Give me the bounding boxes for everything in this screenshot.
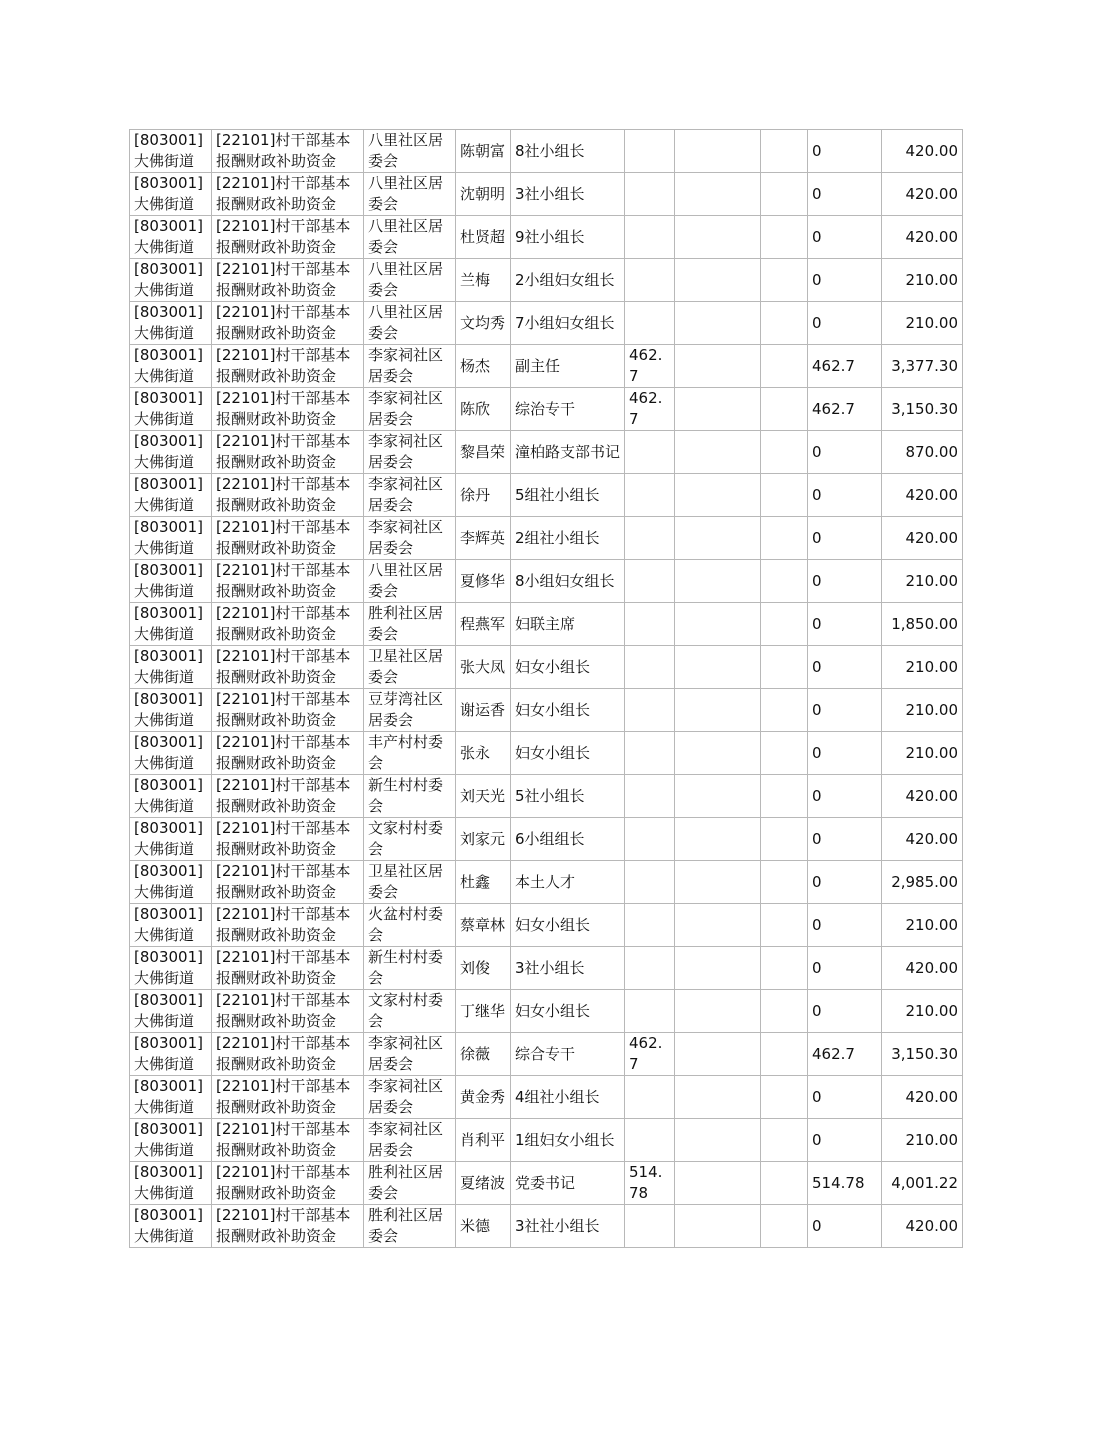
amount-a-cell (625, 646, 675, 689)
total-cell: 210.00 (882, 689, 963, 732)
total-cell: 420.00 (882, 1205, 963, 1248)
amount-a-cell (625, 861, 675, 904)
street-cell: [803001]大佛街道 (130, 1033, 212, 1076)
amount-a-cell (625, 818, 675, 861)
deduction-cell: 0 (808, 818, 882, 861)
amount-c-cell (761, 1162, 808, 1205)
fund-cell: [22101]村干部基本报酬财政补助资金 (212, 517, 364, 560)
fund-cell: [22101]村干部基本报酬财政补助资金 (212, 646, 364, 689)
amount-b-cell (675, 689, 761, 732)
street-cell: [803001]大佛街道 (130, 130, 212, 173)
name-cell: 徐丹 (456, 474, 511, 517)
position-cell: 妇女小组长 (511, 689, 625, 732)
name-cell: 兰梅 (456, 259, 511, 302)
amount-c-cell (761, 603, 808, 646)
street-cell: [803001]大佛街道 (130, 775, 212, 818)
fund-cell: [22101]村干部基本报酬财政补助资金 (212, 388, 364, 431)
amount-a-cell: 462.7 (625, 345, 675, 388)
position-cell: 党委书记 (511, 1162, 625, 1205)
committee-cell: 新生村村委会 (364, 775, 456, 818)
name-cell: 谢运香 (456, 689, 511, 732)
amount-c-cell (761, 1076, 808, 1119)
amount-b-cell (675, 818, 761, 861)
position-cell: 妇女小组长 (511, 732, 625, 775)
total-cell: 420.00 (882, 775, 963, 818)
name-cell: 丁继华 (456, 990, 511, 1033)
amount-c-cell (761, 646, 808, 689)
table-row (130, 603, 963, 646)
amount-c-cell (761, 1205, 808, 1248)
fund-cell: [22101]村干部基本报酬财政补助资金 (212, 431, 364, 474)
position-cell: 8小组妇女组长 (511, 560, 625, 603)
street-cell: [803001]大佛街道 (130, 818, 212, 861)
fund-cell: [22101]村干部基本报酬财政补助资金 (212, 775, 364, 818)
amount-a-cell (625, 259, 675, 302)
table-row (130, 302, 963, 345)
committee-cell: 李家祠社区居委会 (364, 431, 456, 474)
total-cell: 2,985.00 (882, 861, 963, 904)
amount-c-cell (761, 474, 808, 517)
total-cell: 420.00 (882, 517, 963, 560)
amount-b-cell (675, 431, 761, 474)
fund-cell: [22101]村干部基本报酬财政补助资金 (212, 302, 364, 345)
fund-cell: [22101]村干部基本报酬财政补助资金 (212, 603, 364, 646)
amount-b-cell (675, 345, 761, 388)
street-cell: [803001]大佛街道 (130, 861, 212, 904)
table-row (130, 818, 963, 861)
amount-c-cell (761, 861, 808, 904)
total-cell: 210.00 (882, 1119, 963, 1162)
fund-cell: [22101]村干部基本报酬财政补助资金 (212, 732, 364, 775)
committee-cell: 八里社区居委会 (364, 173, 456, 216)
amount-a-cell (625, 1076, 675, 1119)
committee-cell: 八里社区居委会 (364, 259, 456, 302)
position-cell: 本土人才 (511, 861, 625, 904)
position-cell: 副主任 (511, 345, 625, 388)
table-row (130, 1119, 963, 1162)
amount-c-cell (761, 560, 808, 603)
amount-c-cell (761, 130, 808, 173)
total-cell: 420.00 (882, 1076, 963, 1119)
position-cell: 妇女小组长 (511, 990, 625, 1033)
amount-b-cell (675, 1119, 761, 1162)
total-cell: 210.00 (882, 302, 963, 345)
deduction-cell: 0 (808, 517, 882, 560)
deduction-cell: 0 (808, 130, 882, 173)
name-cell: 肖利平 (456, 1119, 511, 1162)
table-row (130, 861, 963, 904)
deduction-cell: 514.78 (808, 1162, 882, 1205)
amount-b-cell (675, 904, 761, 947)
amount-a-cell (625, 517, 675, 560)
fund-cell: [22101]村干部基本报酬财政补助资金 (212, 990, 364, 1033)
committee-cell: 李家祠社区居委会 (364, 345, 456, 388)
amount-a-cell (625, 431, 675, 474)
street-cell: [803001]大佛街道 (130, 517, 212, 560)
fund-cell: [22101]村干部基本报酬财政补助资金 (212, 818, 364, 861)
position-cell: 2组社小组长 (511, 517, 625, 560)
name-cell: 沈朝明 (456, 173, 511, 216)
total-cell: 870.00 (882, 431, 963, 474)
total-cell: 3,377.30 (882, 345, 963, 388)
committee-cell: 文家村村委会 (364, 990, 456, 1033)
table-row (130, 732, 963, 775)
committee-cell: 文家村村委会 (364, 818, 456, 861)
name-cell: 米德 (456, 1205, 511, 1248)
amount-b-cell (675, 517, 761, 560)
amount-c-cell (761, 732, 808, 775)
position-cell: 7小组妇女组长 (511, 302, 625, 345)
committee-cell: 卫星社区居委会 (364, 646, 456, 689)
street-cell: [803001]大佛街道 (130, 345, 212, 388)
total-cell: 420.00 (882, 818, 963, 861)
fund-cell: [22101]村干部基本报酬财政补助资金 (212, 689, 364, 732)
street-cell: [803001]大佛街道 (130, 302, 212, 345)
name-cell: 杨杰 (456, 345, 511, 388)
amount-b-cell (675, 474, 761, 517)
position-cell: 妇女小组长 (511, 904, 625, 947)
name-cell: 陈朝富 (456, 130, 511, 173)
deduction-cell: 0 (808, 732, 882, 775)
amount-a-cell (625, 947, 675, 990)
fund-cell: [22101]村干部基本报酬财政补助资金 (212, 1205, 364, 1248)
street-cell: [803001]大佛街道 (130, 1076, 212, 1119)
amount-c-cell (761, 689, 808, 732)
total-cell: 3,150.30 (882, 1033, 963, 1076)
position-cell: 综治专干 (511, 388, 625, 431)
fund-cell: [22101]村干部基本报酬财政补助资金 (212, 947, 364, 990)
total-cell: 210.00 (882, 904, 963, 947)
amount-b-cell (675, 560, 761, 603)
street-cell: [803001]大佛街道 (130, 904, 212, 947)
fund-cell: [22101]村干部基本报酬财政补助资金 (212, 904, 364, 947)
deduction-cell: 0 (808, 216, 882, 259)
amount-b-cell (675, 216, 761, 259)
name-cell: 夏绪波 (456, 1162, 511, 1205)
total-cell: 210.00 (882, 990, 963, 1033)
committee-cell: 李家祠社区居委会 (364, 474, 456, 517)
street-cell: [803001]大佛街道 (130, 732, 212, 775)
deduction-cell: 0 (808, 603, 882, 646)
amount-a-cell (625, 474, 675, 517)
amount-a-cell (625, 130, 675, 173)
fund-cell: [22101]村干部基本报酬财政补助资金 (212, 1033, 364, 1076)
deduction-cell: 0 (808, 474, 882, 517)
total-cell: 4,001.22 (882, 1162, 963, 1205)
name-cell: 徐薇 (456, 1033, 511, 1076)
committee-cell: 八里社区居委会 (364, 216, 456, 259)
deduction-cell: 0 (808, 990, 882, 1033)
total-cell: 420.00 (882, 947, 963, 990)
amount-a-cell: 462.7 (625, 388, 675, 431)
committee-cell: 胜利社区居委会 (364, 1162, 456, 1205)
street-cell: [803001]大佛街道 (130, 474, 212, 517)
name-cell: 刘家元 (456, 818, 511, 861)
table-row (130, 259, 963, 302)
deduction-cell: 0 (808, 259, 882, 302)
street-cell: [803001]大佛街道 (130, 689, 212, 732)
amount-c-cell (761, 947, 808, 990)
committee-cell: 八里社区居委会 (364, 560, 456, 603)
amount-b-cell (675, 775, 761, 818)
committee-cell: 八里社区居委会 (364, 130, 456, 173)
amount-c-cell (761, 216, 808, 259)
table-row (130, 990, 963, 1033)
deduction-cell: 0 (808, 1119, 882, 1162)
name-cell: 刘天光 (456, 775, 511, 818)
name-cell: 程燕军 (456, 603, 511, 646)
deduction-cell: 462.7 (808, 388, 882, 431)
name-cell: 张永 (456, 732, 511, 775)
amount-b-cell (675, 603, 761, 646)
table-row (130, 431, 963, 474)
amount-c-cell (761, 990, 808, 1033)
deduction-cell: 0 (808, 861, 882, 904)
amount-c-cell (761, 517, 808, 560)
name-cell: 文均秀 (456, 302, 511, 345)
table-row (130, 1205, 963, 1248)
street-cell: [803001]大佛街道 (130, 1119, 212, 1162)
position-cell: 综合专干 (511, 1033, 625, 1076)
fund-cell: [22101]村干部基本报酬财政补助资金 (212, 1119, 364, 1162)
fund-cell: [22101]村干部基本报酬财政补助资金 (212, 259, 364, 302)
subsidy-table (129, 129, 963, 1248)
amount-b-cell (675, 1205, 761, 1248)
total-cell: 3,150.30 (882, 388, 963, 431)
position-cell: 6小组组长 (511, 818, 625, 861)
street-cell: [803001]大佛街道 (130, 990, 212, 1033)
total-cell: 420.00 (882, 474, 963, 517)
name-cell: 张大凤 (456, 646, 511, 689)
amount-b-cell (675, 1033, 761, 1076)
position-cell: 潼柏路支部书记 (511, 431, 625, 474)
total-cell: 1,850.00 (882, 603, 963, 646)
committee-cell: 李家祠社区居委会 (364, 517, 456, 560)
committee-cell: 李家祠社区居委会 (364, 1119, 456, 1162)
table-row (130, 388, 963, 431)
name-cell: 黎昌荣 (456, 431, 511, 474)
fund-cell: [22101]村干部基本报酬财政补助资金 (212, 861, 364, 904)
amount-c-cell (761, 904, 808, 947)
total-cell: 210.00 (882, 646, 963, 689)
street-cell: [803001]大佛街道 (130, 603, 212, 646)
street-cell: [803001]大佛街道 (130, 388, 212, 431)
table-row (130, 474, 963, 517)
amount-b-cell (675, 990, 761, 1033)
position-cell: 2小组妇女组长 (511, 259, 625, 302)
committee-cell: 李家祠社区居委会 (364, 388, 456, 431)
amount-a-cell: 514.78 (625, 1162, 675, 1205)
position-cell: 8社小组长 (511, 130, 625, 173)
fund-cell: [22101]村干部基本报酬财政补助资金 (212, 173, 364, 216)
table-row (130, 216, 963, 259)
position-cell: 9社小组长 (511, 216, 625, 259)
deduction-cell: 0 (808, 775, 882, 818)
deduction-cell: 0 (808, 947, 882, 990)
fund-cell: [22101]村干部基本报酬财政补助资金 (212, 345, 364, 388)
street-cell: [803001]大佛街道 (130, 560, 212, 603)
position-cell: 5组社小组长 (511, 474, 625, 517)
table-row (130, 517, 963, 560)
amount-a-cell (625, 560, 675, 603)
name-cell: 杜贤超 (456, 216, 511, 259)
fund-cell: [22101]村干部基本报酬财政补助资金 (212, 216, 364, 259)
amount-b-cell (675, 947, 761, 990)
deduction-cell: 0 (808, 646, 882, 689)
table-body (130, 130, 963, 1248)
name-cell: 黄金秀 (456, 1076, 511, 1119)
position-cell: 3社小组长 (511, 173, 625, 216)
table-row (130, 173, 963, 216)
amount-c-cell (761, 818, 808, 861)
street-cell: [803001]大佛街道 (130, 216, 212, 259)
position-cell: 3社社小组长 (511, 1205, 625, 1248)
fund-cell: [22101]村干部基本报酬财政补助资金 (212, 1162, 364, 1205)
committee-cell: 丰产村村委会 (364, 732, 456, 775)
deduction-cell: 0 (808, 689, 882, 732)
fund-cell: [22101]村干部基本报酬财政补助资金 (212, 1076, 364, 1119)
committee-cell: 胜利社区居委会 (364, 603, 456, 646)
name-cell: 蔡章林 (456, 904, 511, 947)
table-row (130, 1033, 963, 1076)
total-cell: 420.00 (882, 130, 963, 173)
name-cell: 李辉英 (456, 517, 511, 560)
street-cell: [803001]大佛街道 (130, 173, 212, 216)
table-row (130, 1162, 963, 1205)
name-cell: 夏修华 (456, 560, 511, 603)
total-cell: 210.00 (882, 732, 963, 775)
street-cell: [803001]大佛街道 (130, 431, 212, 474)
deduction-cell: 0 (808, 302, 882, 345)
deduction-cell: 462.7 (808, 345, 882, 388)
amount-a-cell (625, 302, 675, 345)
amount-c-cell (761, 259, 808, 302)
amount-a-cell (625, 603, 675, 646)
deduction-cell: 0 (808, 173, 882, 216)
deduction-cell: 0 (808, 560, 882, 603)
total-cell: 420.00 (882, 216, 963, 259)
committee-cell: 火盆村村委会 (364, 904, 456, 947)
table-row (130, 130, 963, 173)
table-row (130, 560, 963, 603)
amount-a-cell (625, 904, 675, 947)
committee-cell: 卫星社区居委会 (364, 861, 456, 904)
committee-cell: 八里社区居委会 (364, 302, 456, 345)
amount-a-cell (625, 173, 675, 216)
name-cell: 陈欣 (456, 388, 511, 431)
amount-a-cell (625, 1119, 675, 1162)
amount-a-cell (625, 689, 675, 732)
position-cell: 4组社小组长 (511, 1076, 625, 1119)
street-cell: [803001]大佛街道 (130, 646, 212, 689)
amount-b-cell (675, 861, 761, 904)
committee-cell: 李家祠社区居委会 (364, 1033, 456, 1076)
name-cell: 刘俊 (456, 947, 511, 990)
table-row (130, 1076, 963, 1119)
amount-c-cell (761, 345, 808, 388)
committee-cell: 胜利社区居委会 (364, 1205, 456, 1248)
total-cell: 210.00 (882, 560, 963, 603)
deduction-cell: 0 (808, 431, 882, 474)
fund-cell: [22101]村干部基本报酬财政补助资金 (212, 560, 364, 603)
amount-c-cell (761, 775, 808, 818)
amount-b-cell (675, 259, 761, 302)
total-cell: 210.00 (882, 259, 963, 302)
amount-c-cell (761, 431, 808, 474)
deduction-cell: 462.7 (808, 1033, 882, 1076)
street-cell: [803001]大佛街道 (130, 1162, 212, 1205)
table-row (130, 904, 963, 947)
amount-c-cell (761, 1119, 808, 1162)
committee-cell: 新生村村委会 (364, 947, 456, 990)
amount-c-cell (761, 388, 808, 431)
position-cell: 3社小组长 (511, 947, 625, 990)
deduction-cell: 0 (808, 1076, 882, 1119)
deduction-cell: 0 (808, 904, 882, 947)
amount-b-cell (675, 302, 761, 345)
table-row (130, 345, 963, 388)
table-row (130, 775, 963, 818)
amount-b-cell (675, 130, 761, 173)
amount-a-cell: 462.7 (625, 1033, 675, 1076)
amount-c-cell (761, 173, 808, 216)
amount-b-cell (675, 173, 761, 216)
amount-b-cell (675, 388, 761, 431)
committee-cell: 李家祠社区居委会 (364, 1076, 456, 1119)
amount-c-cell (761, 302, 808, 345)
total-cell: 420.00 (882, 173, 963, 216)
name-cell: 杜鑫 (456, 861, 511, 904)
amount-a-cell (625, 1205, 675, 1248)
amount-b-cell (675, 1076, 761, 1119)
table-row (130, 947, 963, 990)
amount-b-cell (675, 1162, 761, 1205)
position-cell: 5社小组长 (511, 775, 625, 818)
amount-c-cell (761, 1033, 808, 1076)
amount-a-cell (625, 990, 675, 1033)
street-cell: [803001]大佛街道 (130, 1205, 212, 1248)
street-cell: [803001]大佛街道 (130, 947, 212, 990)
position-cell: 1组妇女小组长 (511, 1119, 625, 1162)
amount-a-cell (625, 216, 675, 259)
table-row (130, 689, 963, 732)
street-cell: [803001]大佛街道 (130, 259, 212, 302)
table-row (130, 646, 963, 689)
deduction-cell: 0 (808, 1205, 882, 1248)
position-cell: 妇女小组长 (511, 646, 625, 689)
amount-b-cell (675, 732, 761, 775)
amount-a-cell (625, 775, 675, 818)
committee-cell: 豆芽湾社区居委会 (364, 689, 456, 732)
fund-cell: [22101]村干部基本报酬财政补助资金 (212, 474, 364, 517)
amount-b-cell (675, 646, 761, 689)
amount-a-cell (625, 732, 675, 775)
position-cell: 妇联主席 (511, 603, 625, 646)
fund-cell: [22101]村干部基本报酬财政补助资金 (212, 130, 364, 173)
